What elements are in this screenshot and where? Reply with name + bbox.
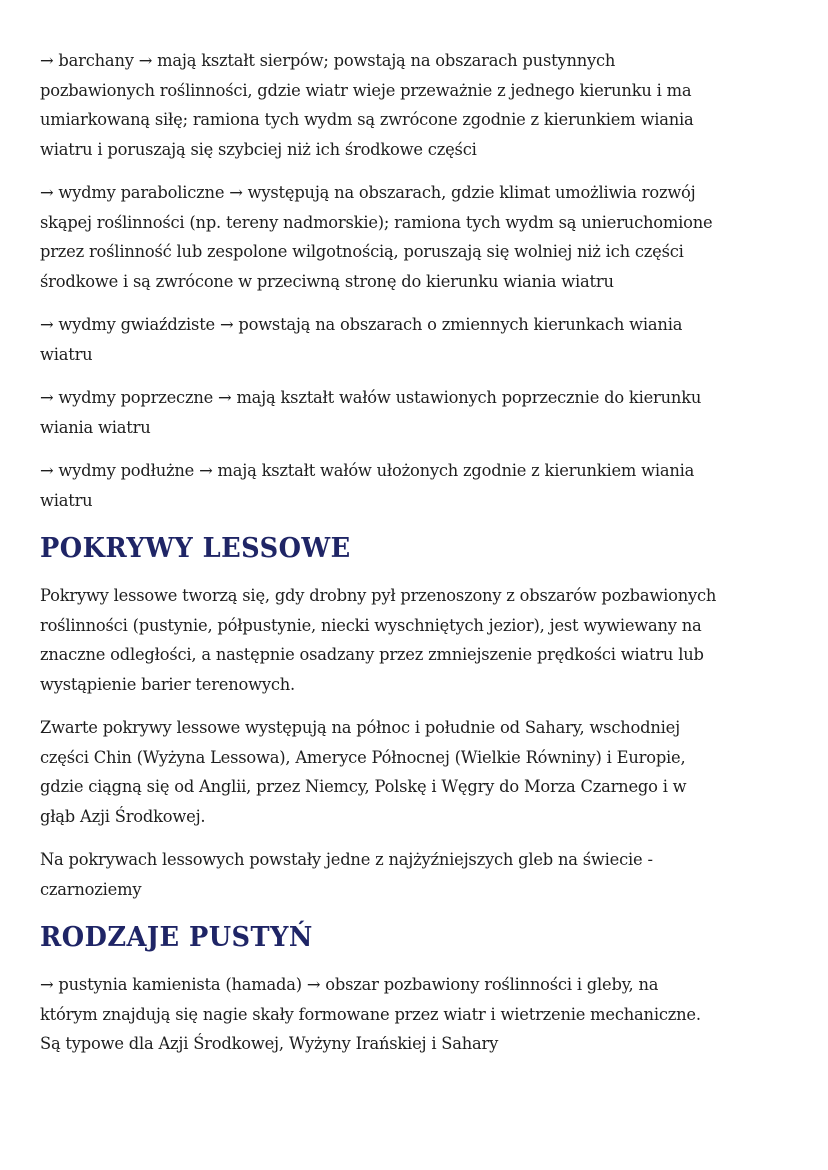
section-heading-desert-types: RODZAJE PUSTYŃ [40,922,313,953]
section-heading-loess: POKRYWY LESSOWE [40,533,351,564]
text-line: przez roślinność lub zespolone wilgotnością, poruszają się wolniej niż ich części [40,242,684,261]
paragraph [40,713,810,831]
document-page [40,46,810,1073]
text-line: części Chin (Wyżyna Lessowa), Ameryce Północnej (Wielkie Równiny) i Europie, [40,747,686,767]
text-line: znaczne odległości, a następnie osadzany przez zmniejszenie prędkości wiatru lub [40,645,704,664]
desert-types-section [40,970,810,1059]
text-line: umiarkowaną siłę; ramiona tych wydm są zwrócone zgodnie z kierunkiem wiania [40,110,694,129]
text-line: pozbawionych roślinności, gdzie wiatr wieje przeważnie z jednego kierunku i ma [40,80,692,100]
text-line: roślinności (pustynie, półpustynie, niecki wyschniętych jezior), jest wywiewany na [40,615,702,635]
text-line: wystąpienie barier terenowych. [40,674,296,694]
paragraph [40,970,810,1059]
text-line: głąb Azji Środkowej. [40,806,206,826]
text-line: wiatru i poruszają się szybciej niż ich środkowe części [40,139,477,159]
text-line: → barchany → mają kształt sierpów; powstają na obszarach pustynnych [40,51,616,70]
text-line: wiatru [40,490,93,510]
paragraph [40,456,810,515]
text-line: skąpej roślinności (np. tereny nadmorskie); ramiona tych wydm są unieruchomione [40,212,713,232]
paragraph [40,383,810,442]
text-line: gdzie ciągną się od Anglii, przez Niemcy, Polskę i Węgry do Morza Czarnego i w [40,777,687,796]
paragraph [40,310,810,369]
text-line: wiania wiatru [40,417,151,437]
text-line: Zwarte pokrywy lessowe występują na północ i południe od Sahary, wschodniej [40,718,680,737]
paragraph [40,581,810,699]
text-line: → wydmy podłużne → mają kształt wałów ułożonych zgodnie z kierunkiem wiania [40,461,695,480]
text-line: → wydmy paraboliczne → występują na obszarach, gdzie klimat umożliwia rozwój [40,183,696,202]
paragraph [40,178,810,296]
text-line: → pustynia kamienista (hamada) → obszar pozbawiony roślinności i gleby, na [40,975,659,994]
text-line: → wydmy gwiaździste → powstają na obszarach o zmiennych kierunkach wiania [40,315,683,334]
paragraph [40,46,810,164]
text-line: Na pokrywach lessowych powstały jedne z najżyźniejszych gleb na świecie - [40,850,653,869]
paragraph [40,845,810,904]
text-line: którym znajdują się nagie skały formowane przez wiatr i wietrzenie mechaniczne. [40,1004,701,1024]
text-line: wiatru [40,344,93,364]
text-line: środkowe i są zwrócone w przeciwną stronę do kierunku wiania wiatru [40,271,614,291]
text-line: czarnoziemy [40,879,142,899]
text-line: Są typowe dla Azji Środkowej, Wyżyny Irańskiej i Sahary [40,1034,499,1053]
text-line: Pokrywy lessowe tworzą się, gdy drobny pył przenoszony z obszarów pozbawionych [40,586,717,605]
dune-types-section [40,46,810,515]
loess-section [40,581,810,904]
text-line: → wydmy poprzeczne → mają kształt wałów ustawionych poprzecznie do kierunku [40,388,702,407]
